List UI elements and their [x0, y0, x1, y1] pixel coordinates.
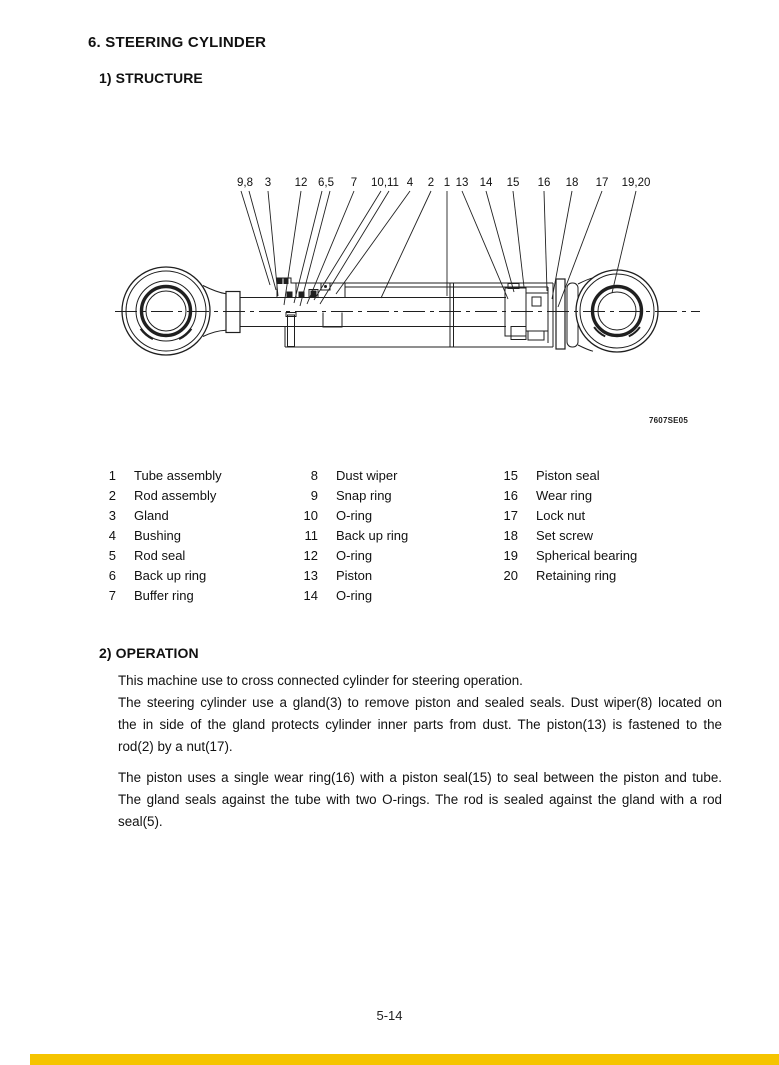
callout-label: 13 — [455, 177, 469, 189]
operation-line: the in side of the gland protects cylinder inner parts from dust. The piston(13) is fastened to the — [118, 717, 722, 732]
operation-heading: 2) OPERATION — [99, 645, 199, 661]
figure-code: 7607SE05 — [649, 416, 688, 425]
part-name: Rod seal — [134, 548, 186, 563]
operation-line: The steering cylinder use a gland(3) to remove piston and sealed seals. Dust wiper(8) located on — [118, 695, 722, 710]
part-number: 13 — [303, 568, 318, 583]
parts-column — [296, 466, 408, 606]
part-name: O-ring — [336, 508, 373, 523]
part-name: Piston — [336, 568, 373, 583]
part-number: 20 — [503, 568, 518, 583]
part-number: 8 — [310, 468, 318, 483]
structure-heading: 1) STRUCTURE — [99, 70, 203, 86]
rod-eye-right — [576, 270, 658, 352]
parts-row — [498, 486, 637, 506]
part-number: 9 — [310, 488, 318, 503]
operation-paragraph — [118, 767, 722, 833]
parts-row — [296, 486, 408, 506]
tube-ports — [286, 313, 342, 347]
callout-label: 18 — [565, 177, 579, 189]
callout-label: 7 — [350, 177, 358, 189]
part-number: 7 — [108, 588, 116, 603]
parts-row — [498, 546, 637, 566]
part-name: Wear ring — [536, 488, 593, 503]
callout-label: 9,8 — [237, 177, 253, 189]
parts-row — [100, 526, 222, 546]
footer-accent-bar — [30, 1054, 779, 1065]
parts-row — [498, 566, 637, 586]
operation-text — [118, 670, 722, 833]
rod-and-neck — [203, 286, 506, 337]
parts-row — [296, 586, 408, 606]
part-number: 4 — [108, 528, 116, 543]
part-number: 6 — [108, 568, 116, 583]
callout-leader-line — [513, 191, 524, 287]
parts-row — [100, 486, 222, 506]
parts-row — [100, 546, 222, 566]
part-number: 3 — [108, 508, 116, 523]
part-name: Rod assembly — [134, 488, 217, 503]
callout-label: 4 — [406, 177, 414, 189]
parts-row — [296, 506, 408, 526]
callout-label: 19,20 — [621, 177, 651, 189]
part-name: Bushing — [134, 528, 181, 543]
cylinder-line-drawing — [0, 160, 779, 455]
part-number: 14 — [303, 588, 318, 603]
callout-leader-line — [241, 191, 270, 285]
part-number: 12 — [303, 548, 318, 563]
part-number: 18 — [503, 528, 518, 543]
operation-paragraph — [118, 670, 722, 758]
parts-row — [296, 466, 408, 486]
part-number: 17 — [503, 508, 518, 523]
parts-row — [100, 586, 222, 606]
callout-label: 6,5 — [318, 177, 334, 189]
operation-line: seal(5). — [118, 814, 163, 829]
callout-label: 1 — [443, 177, 451, 189]
parts-row — [498, 526, 637, 546]
operation-line: The piston uses a single wear ring(16) with a piston seal(15) to seal between the piston and tube. — [118, 770, 722, 785]
part-name: Back up ring — [134, 568, 207, 583]
operation-line: This machine use to cross connected cylinder for steering operation. — [118, 673, 523, 688]
rod-eye-left — [122, 267, 210, 355]
part-name: Tube assembly — [134, 468, 222, 483]
part-name: Snap ring — [336, 488, 392, 503]
parts-row — [498, 506, 637, 526]
part-number: 5 — [108, 548, 116, 563]
callout-leader-line — [381, 191, 431, 298]
operation-line: The gland seals against the tube with two O-rings. The rod is sealed against the gland with a rod — [118, 792, 722, 807]
callout-label: 16 — [537, 177, 551, 189]
parts-row — [296, 566, 408, 586]
parts-row — [296, 546, 408, 566]
part-number: 10 — [303, 508, 318, 523]
page-title: 6. STEERING CYLINDER — [88, 34, 267, 51]
part-number: 11 — [304, 528, 318, 543]
steering-cylinder-diagram — [0, 160, 779, 455]
parts-row — [296, 526, 408, 546]
part-name: O-ring — [336, 588, 373, 603]
part-number: 2 — [108, 488, 116, 503]
parts-column — [498, 466, 637, 586]
callout-leader-line — [300, 191, 330, 306]
callout-leader-line — [284, 191, 301, 305]
callout-label: 3 — [264, 177, 272, 189]
part-number: 15 — [503, 468, 518, 483]
callout-label: 10,11 — [371, 177, 399, 189]
callout-leader-line — [544, 191, 547, 291]
part-name: Set screw — [536, 528, 594, 543]
part-number: 1 — [108, 468, 116, 483]
callout-label: 15 — [506, 177, 520, 189]
part-number: 16 — [503, 488, 518, 503]
parts-row — [100, 566, 222, 586]
part-name: Back up ring — [336, 528, 409, 543]
part-name: Gland — [134, 508, 169, 523]
parts-row — [498, 466, 637, 486]
parts-row — [100, 506, 222, 526]
callout-leader-line — [249, 191, 276, 290]
part-number: 19 — [503, 548, 518, 563]
part-name: Buffer ring — [134, 588, 194, 603]
callout-label: 17 — [595, 177, 609, 189]
parts-column — [100, 466, 222, 606]
part-name: O-ring — [336, 548, 373, 563]
callout-label: 12 — [294, 177, 308, 189]
callout-label: 14 — [479, 177, 493, 189]
part-name: Dust wiper — [336, 468, 398, 483]
callout-leader-line — [486, 191, 514, 292]
operation-line: rod(2) by a nut(17). — [118, 739, 233, 754]
part-name: Piston seal — [536, 468, 600, 483]
part-name: Retaining ring — [536, 568, 617, 583]
page-number: 5-14 — [376, 1008, 403, 1023]
part-name: Spherical bearing — [536, 548, 638, 563]
parts-row — [100, 466, 222, 486]
callout-label: 2 — [427, 177, 435, 189]
part-name: Lock nut — [536, 508, 586, 523]
